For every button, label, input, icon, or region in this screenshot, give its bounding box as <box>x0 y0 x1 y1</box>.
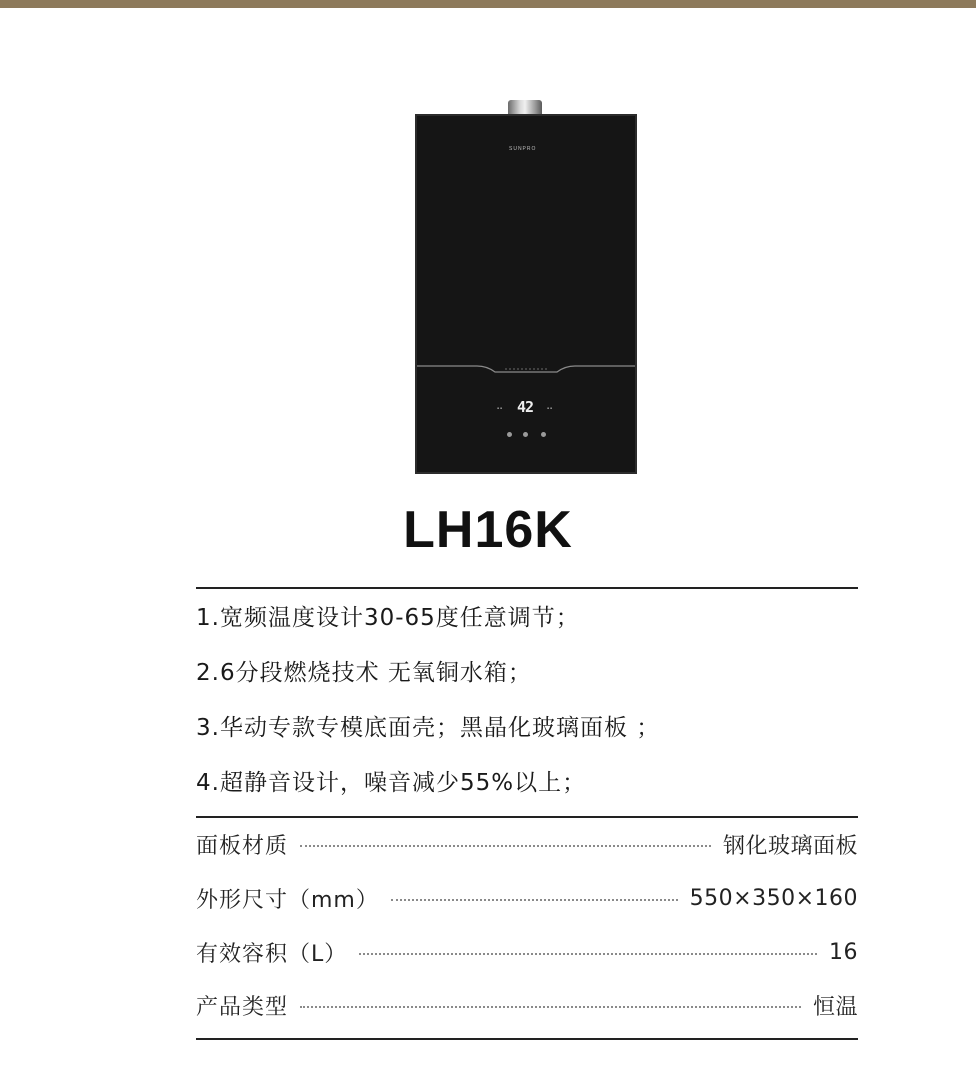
product-image <box>0 0 976 480</box>
spec-value: 16 <box>829 939 858 965</box>
feature-item: 3.华动专款专模底面壳；黑晶化玻璃面板 ； <box>196 715 661 741</box>
divider-middle <box>196 816 858 818</box>
temperature-display: 42 <box>517 398 534 416</box>
display-side-icon: ▪ ▪ <box>547 406 553 410</box>
display-side-icon: ▪ ▪ <box>497 406 503 410</box>
divider-bottom <box>196 1038 858 1040</box>
spec-row <box>196 932 858 972</box>
spec-label: 有效容积（L） <box>196 941 348 967</box>
spec-label: 外形尺寸（mm） <box>196 887 379 913</box>
brand-logo: SUNPRO <box>509 146 537 152</box>
divider-top <box>196 587 858 589</box>
spec-label: 产品类型 <box>196 994 289 1020</box>
panel-divider-line <box>417 358 635 378</box>
feature-item: 4.超静音设计，噪音减少55%以上； <box>196 770 587 796</box>
water-heater-body <box>415 114 637 474</box>
dotted-leader <box>300 845 711 847</box>
model-title: LH16K <box>403 501 573 559</box>
spec-row <box>196 824 858 864</box>
dotted-leader <box>300 1006 801 1008</box>
control-button[interactable] <box>523 432 528 437</box>
spec-value: 钢化玻璃面板 <box>722 833 858 859</box>
feature-list <box>196 600 858 820</box>
spec-label: 面板材质 <box>196 833 289 859</box>
dotted-leader <box>359 953 817 955</box>
spec-value: 550×350×160 <box>689 885 858 911</box>
spec-value: 恒温 <box>812 994 858 1020</box>
feature-item: 1.宽频温度设计30-65度任意调节； <box>196 605 580 631</box>
control-button[interactable] <box>541 432 546 437</box>
control-button[interactable] <box>507 432 512 437</box>
spec-row <box>196 878 858 918</box>
spec-row <box>196 985 858 1025</box>
feature-item: 2.6分段燃烧技术 无氧铜水箱； <box>196 660 532 686</box>
dotted-leader <box>391 899 678 901</box>
